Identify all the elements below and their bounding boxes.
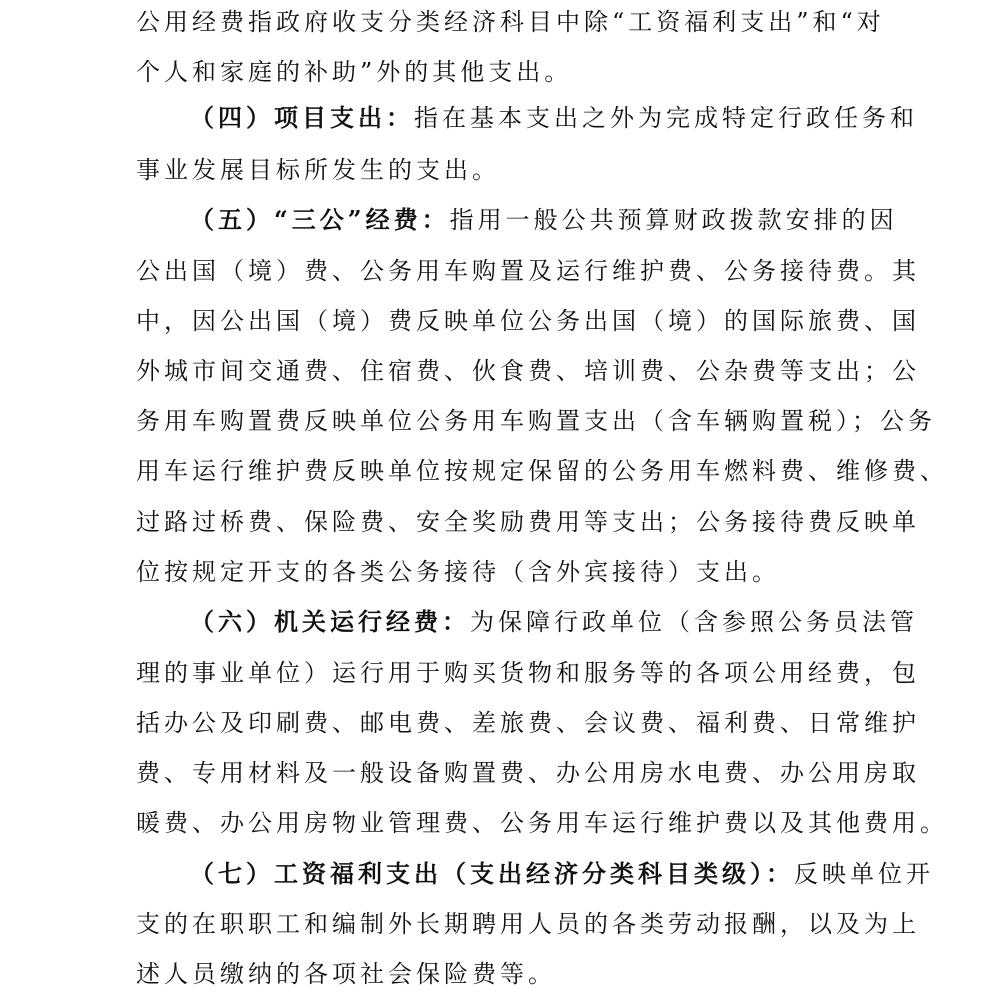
paragraph-text: 指用一般公共预算财政拨款安排的因: [449, 206, 898, 234]
paragraph-line: 事业发展目标所发生的支出。: [136, 156, 500, 184]
paragraph-text: 反映单位开: [794, 860, 934, 888]
paragraph-line: 外城市间交通费、住宿费、伙食费、培训费、公杂费等支出；公: [136, 357, 920, 385]
section-heading-5: （五）“三公”经费：: [190, 205, 450, 234]
paragraph-line: 述人员缴纳的各项社会保险费等。: [136, 960, 556, 988]
paragraph-line: 个人和家庭的补助”外的其他支出。: [136, 58, 573, 86]
paragraph-text: 为保障行政单位（含参照公务员法管: [470, 608, 918, 636]
paragraph-line: 位按规定开支的各类公务接待（含外宾接待）支出。: [136, 558, 780, 586]
paragraph-line: 暖费、办公用房物业管理费、公务用车运行维护费以及其他费用。: [136, 809, 948, 837]
paragraph-line: 公出国（境）费、公务用车购置及运行维护费、公务接待费。其: [136, 257, 920, 285]
paragraph-line: 支的在职职工和编制外长期聘用人员的各类劳动报酬，以及为上: [136, 910, 920, 938]
section-heading-6: （六）机关运行经费：: [190, 607, 470, 636]
paragraph-line: 理的事业单位）运行用于购买货物和服务等的各项公用经费，包: [136, 659, 920, 687]
paragraph-line: 费、专用材料及一般设备购置费、办公用房水电费、办公用房取: [136, 759, 920, 787]
paragraph-line: 务用车购置费反映单位公务用车购置支出（含车辆购置税）；公务: [136, 407, 936, 435]
paragraph-line: 括办公及印刷费、邮电费、差旅费、会议费、福利费、日常维护: [136, 709, 920, 737]
paragraph-text: 指在基本支出之外为完成特定行政任务和: [414, 104, 918, 132]
section-heading-7: （七）工资福利支出（支出经济分类科目类级）：: [190, 859, 794, 888]
paragraph-line: 过路过桥费、保险费、安全奖励费用等支出；公务接待费反映单: [136, 508, 920, 536]
paragraph-first-line: [190, 854, 934, 894]
paragraph-line: 公用经费指政府收支分类经济科目中除“工资福利支出”和“对: [136, 8, 885, 36]
paragraph-first-line: [190, 200, 898, 240]
paragraph-first-line: [190, 98, 918, 138]
paragraph-line: 中，因公出国（境）费反映单位公务出国（境）的国际旅费、国: [136, 307, 920, 335]
paragraph-line: 用车运行维护费反映单位按规定保留的公务用车燃料费、维修费、: [136, 457, 948, 485]
paragraph-first-line: [190, 602, 918, 642]
section-heading-4: （四）项目支出：: [190, 103, 414, 132]
